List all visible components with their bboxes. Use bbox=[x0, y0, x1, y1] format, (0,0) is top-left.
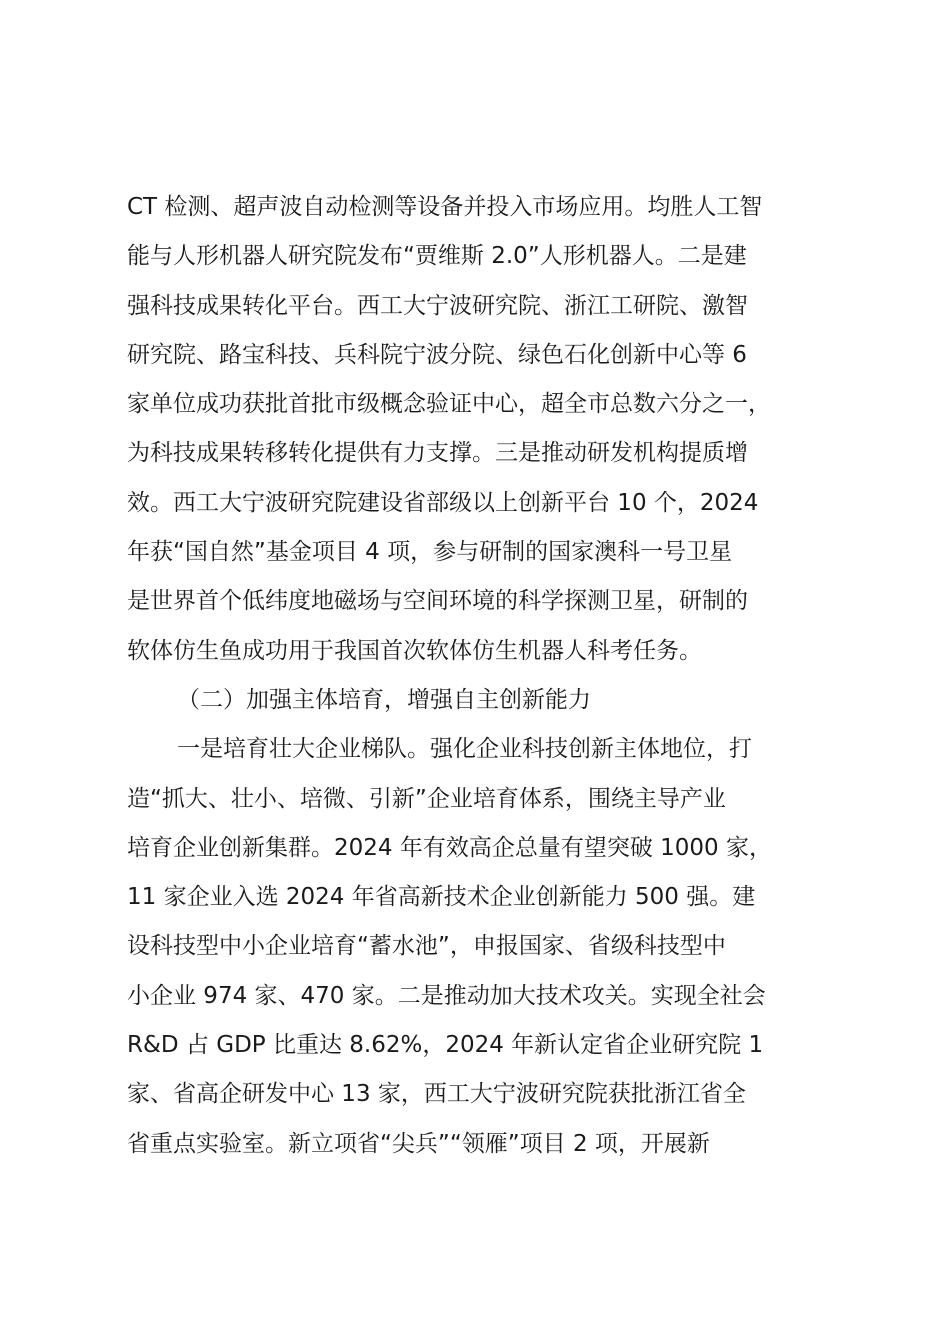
body-line-18: R&D 占 GDP 比重达 8.62%，2024 年新认定省企业研究院 1 bbox=[127, 1032, 764, 1059]
body-line-5: 家单位成功获批首批市级概念验证中心，超全市总数六分之一， bbox=[127, 391, 771, 418]
body-line-4: 研究院、路宝科技、兵科院宁波分院、绿色石化创新中心等 6 bbox=[127, 341, 747, 368]
body-line-7: 效。西工大宁波研究院建设省部级以上创新平台 10 个，2024 bbox=[127, 489, 759, 516]
body-line-10: 软体仿生鱼成功用于我国首次软体仿生机器人科考任务。 bbox=[127, 637, 702, 664]
body-line-17: 小企业 974 家、470 家。二是推动加大技术攻关。实现全社会 bbox=[127, 982, 766, 1009]
body-line-1: CT 检测、超声波自动检测等设备并投入市场应用。均胜人工智 bbox=[127, 194, 763, 220]
body-line-6: 为科技成果转移转化提供有力支撑。三是推动研发机构提质增 bbox=[127, 440, 748, 467]
body-line-14: 培育企业创新集群。2024 年有效高企总量有望突破 1000 家， bbox=[127, 834, 772, 861]
section-heading: （二）加强主体培育，增强自主创新能力 bbox=[177, 686, 591, 713]
body-line-8: 年获“国自然”基金项目 4 项，参与研制的国家澳科一号卫星 bbox=[127, 539, 733, 566]
document-body bbox=[127, 183, 847, 1169]
body-line-13: 造“抓大、壮小、培微、引新”企业培育体系，围绕主导产业 bbox=[127, 785, 726, 812]
body-line-20: 省重点实验室。新立项省“尖兵”“领雁”项目 2 项，开展新 bbox=[127, 1130, 710, 1157]
body-line-15: 11 家企业入选 2024 年省高新技术企业创新能力 500 强。建 bbox=[127, 884, 756, 911]
body-line-2: 能与人形机器人研究院发布“贾维斯 2.0”人形机器人。二是建 bbox=[127, 243, 747, 270]
body-line-19: 家、省高企研发中心 13 家，西工大宁波研究院获批浙江省全 bbox=[127, 1081, 746, 1108]
body-line-16: 设科技型中小企业培育“蓄水池”，申报国家、省级科技型中 bbox=[127, 933, 726, 960]
body-line-9: 是世界首个低纬度地磁场与空间环境的科学探测卫星，研制的 bbox=[127, 588, 748, 615]
body-line-3: 强科技成果转化平台。西工大宁波研究院、浙江工研院、激智 bbox=[127, 292, 748, 319]
body-line-12: 一是培育壮大企业梯队。强化企业科技创新主体地位，打 bbox=[177, 736, 752, 763]
